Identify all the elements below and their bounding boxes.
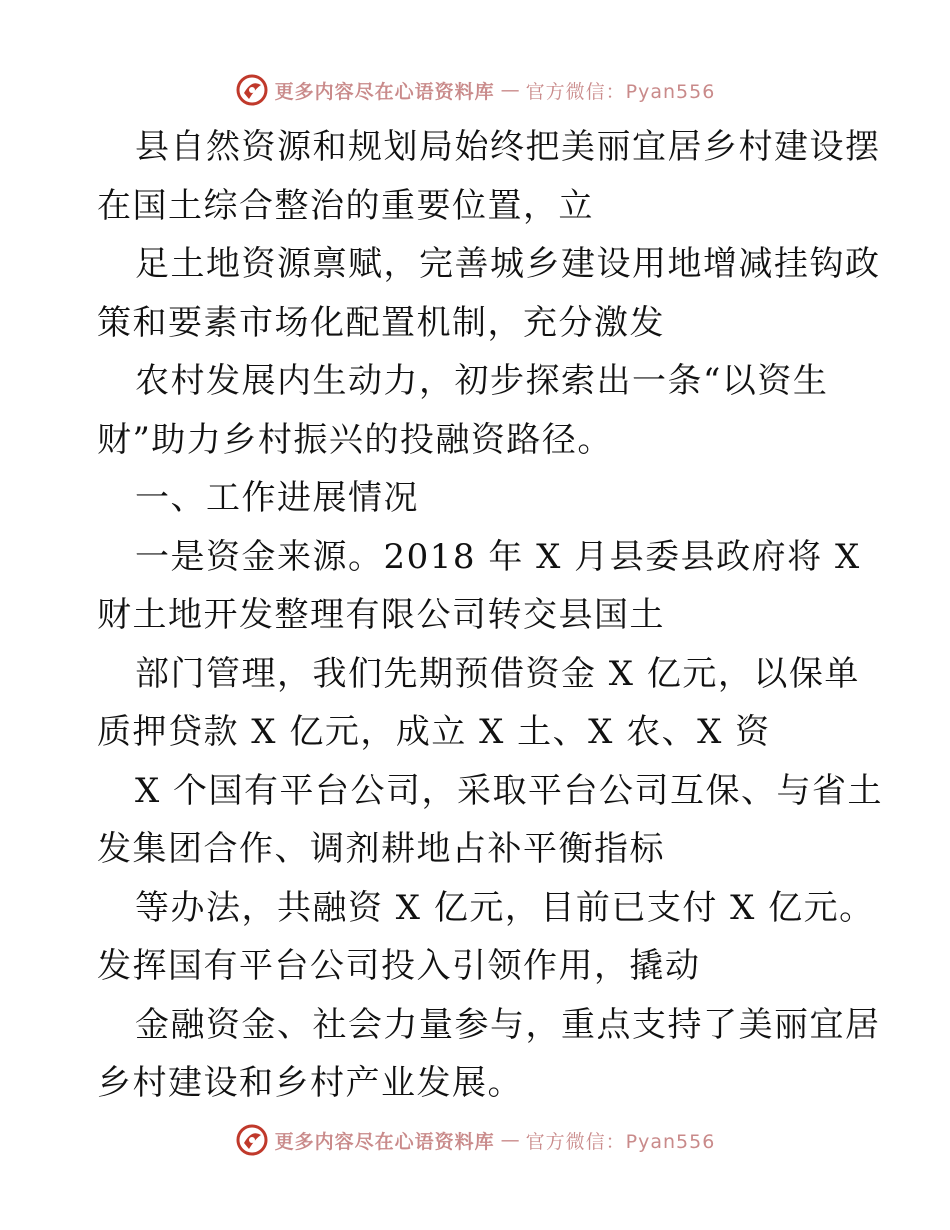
text-line: 农村发展内生动力，初步探索出一条“以资生 [135,361,829,401]
text-line: 发集团合作、调剂耕地占补平衡指标 [97,829,665,869]
watermark-wechat-text: 官方微信：Pyan556 [525,80,716,103]
text-line: 县自然资源和规划局始终把美丽宜居乡村建设摆 [135,127,881,167]
watermark-brand-text: 更多内容尽在心语资料库 [274,1130,495,1153]
text-line: 财”助力乡村振兴的投融资路径。 [97,419,613,460]
text-line: 乡村建设和乡村产业发展。 [97,1063,523,1103]
text-line: 策和要素市场化配置机制，充分激发 [97,302,665,343]
watermark-brand-text: 更多内容尽在心语资料库 [274,80,495,103]
text-line: 一是资金来源。2018 年 X 月县委县政府将 X [135,536,861,577]
watermark-wechat-text: 官方微信：Pyan556 [525,1130,716,1153]
text-line: 金融资金、社会力量参与，重点支持了美丽宜居 [135,1004,881,1045]
document-body [97,118,884,1113]
seal-logo-icon [235,1123,269,1157]
header-watermark [0,70,950,110]
text-line: 一、工作进展情况 [135,478,419,518]
text-line: 质押贷款 X 亿元，成立 X 土、X 农、X 资 [97,712,771,752]
watermark-separator: — [500,79,520,101]
seal-logo-icon [235,73,269,107]
footer-watermark [0,1120,950,1160]
text-line: 等办法，共融资 X 亿元，目前已支付 X 亿元。 [135,887,875,928]
text-line: 发挥国有平台公司投入引领作用，撬动 [97,946,701,986]
text-line: 财土地开发整理有限公司转交县国土 [97,595,665,635]
text-line: X 个国有平台公司，采取平台公司互保、与省土 [135,770,884,811]
text-line: 足土地资源禀赋，完善城乡建设用地增减挂钩政 [135,244,881,284]
watermark-separator: — [500,1129,520,1151]
text-line: 部门管理，我们先期预借资金 X 亿元，以保单 [135,653,860,694]
text-line: 在国土综合整治的重要位置，立 [97,185,594,226]
